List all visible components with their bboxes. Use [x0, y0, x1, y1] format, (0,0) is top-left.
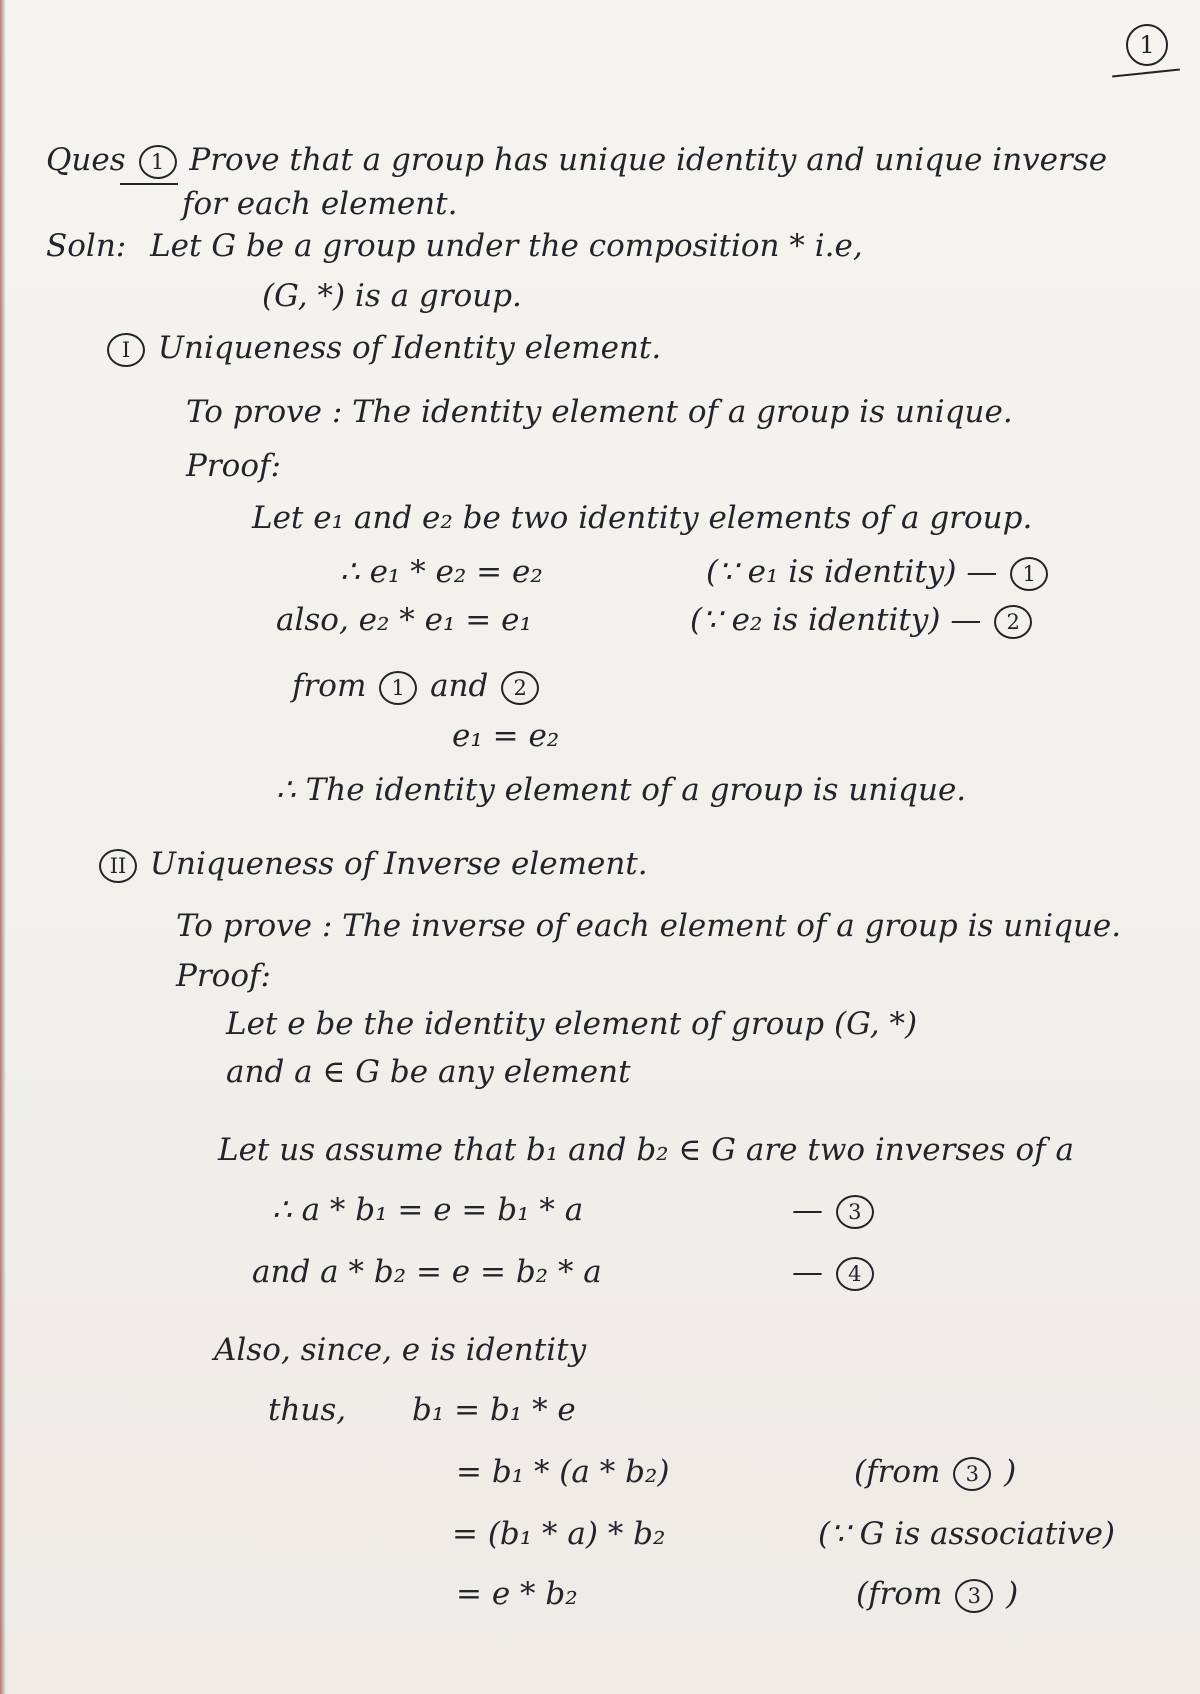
- part2-step-3-reason: (∵ G is associative): [818, 1516, 1116, 1552]
- part2-eq4-dash: —: [792, 1254, 823, 1290]
- part1-numeral: I: [107, 333, 145, 367]
- part2-step-4-reason-suffix: ): [1006, 1576, 1019, 1612]
- part1-eq2-reason: (∵ e₂ is identity) —: [690, 602, 982, 638]
- solution-label: Soln:: [46, 228, 127, 264]
- part2-heading: Uniqueness of Inverse element.: [149, 846, 648, 882]
- question-line-1: [46, 140, 1107, 180]
- part2-eq3-tag: 3: [836, 1195, 874, 1229]
- part1-let: Let e₁ and e₂ be two identity elements of a group.: [252, 500, 1033, 536]
- part2-step-4-tag: 3: [955, 1579, 993, 1613]
- solution-intro-2: (G, *) is a group.: [262, 278, 522, 314]
- page-number-underline: [1112, 68, 1180, 77]
- part1-from-ref2: 2: [501, 671, 539, 705]
- part2-step-2: = b₁ * (a * b₂): [456, 1454, 670, 1490]
- part2-step-2-reason-line: [854, 1452, 1016, 1492]
- part1-eq1-reason-line: [706, 552, 1051, 592]
- part2-eq3-tag-line: [792, 1190, 877, 1230]
- part1-conclusion: ∴ The identity element of a group is unique.: [276, 772, 967, 808]
- part2-proof-label: Proof:: [176, 958, 271, 994]
- part2-step-2-reason-suffix: ): [1004, 1454, 1017, 1490]
- page-edge: [0, 0, 6, 1694]
- question-line-2: for each element.: [182, 186, 458, 222]
- part1-from-and: and: [430, 668, 489, 704]
- part1-heading: Uniqueness of Identity element.: [157, 330, 662, 366]
- solution-intro-1: Let G be a group under the composition * i.e,: [150, 228, 863, 264]
- part1-from-ref1: 1: [379, 671, 417, 705]
- part1-eq1: ∴ e₁ * e₂ = e₂: [340, 554, 543, 590]
- part1-eq1-tag: 1: [1010, 557, 1048, 591]
- question-number: 1: [139, 145, 177, 179]
- part1-eq2-reason-line: [690, 600, 1035, 640]
- part2-let-2: and a ∈ G be any element: [226, 1054, 631, 1090]
- part2-step-2-tag: 3: [953, 1457, 991, 1491]
- part2-eq4-tag: 4: [836, 1257, 874, 1291]
- page-number: 1: [1126, 24, 1168, 66]
- part2-let-1: Let e be the identity element of group (G, *): [226, 1006, 918, 1042]
- part1-eq1-reason: (∵ e₁ is identity) —: [706, 554, 998, 590]
- part2-step-4-reason-line: [856, 1574, 1018, 1614]
- part1-from-prefix: from: [292, 668, 367, 704]
- part2-eq4-tag-line: [792, 1252, 877, 1292]
- part2-eq4: and a * b₂ = e = b₂ * a: [252, 1254, 602, 1290]
- part2-thus: thus,: [268, 1392, 347, 1428]
- solution-line-1: [46, 226, 863, 266]
- part1-from-line: [292, 666, 542, 706]
- part1-to-prove: To prove : The identity element of a group is unique.: [186, 394, 1013, 430]
- part2-step-4-reason-prefix: (from: [856, 1576, 943, 1612]
- question-underline: [120, 183, 178, 185]
- part2-to-prove: To prove : The inverse of each element of a group is unique.: [176, 908, 1122, 944]
- part2-also: Also, since, e is identity: [214, 1332, 587, 1368]
- part2-eq3-dash: —: [792, 1192, 823, 1228]
- part1-heading-line: [104, 328, 661, 368]
- part2-step-4: = e * b₂: [456, 1576, 578, 1612]
- question-text-1: Prove that a group has unique identity and unique inverse: [189, 142, 1108, 178]
- question-label: Ques: [46, 142, 126, 178]
- part2-step-2-reason-prefix: (from: [854, 1454, 941, 1490]
- part2-step-3: = (b₁ * a) * b₂: [452, 1516, 666, 1552]
- part1-eq2-tag: 2: [994, 605, 1032, 639]
- part1-eq2: also, e₂ * e₁ = e₁: [276, 602, 532, 638]
- part2-eq3: ∴ a * b₁ = e = b₁ * a: [272, 1192, 584, 1228]
- part1-proof-label: Proof:: [186, 448, 281, 484]
- part2-numeral: II: [99, 849, 137, 883]
- part2-step-1: b₁ = b₁ * e: [412, 1392, 576, 1428]
- part2-assume: Let us assume that b₁ and b₂ ∈ G are two inverses of a: [218, 1132, 1074, 1168]
- part2-heading-line: [96, 844, 648, 884]
- part1-result: e₁ = e₂: [452, 718, 560, 754]
